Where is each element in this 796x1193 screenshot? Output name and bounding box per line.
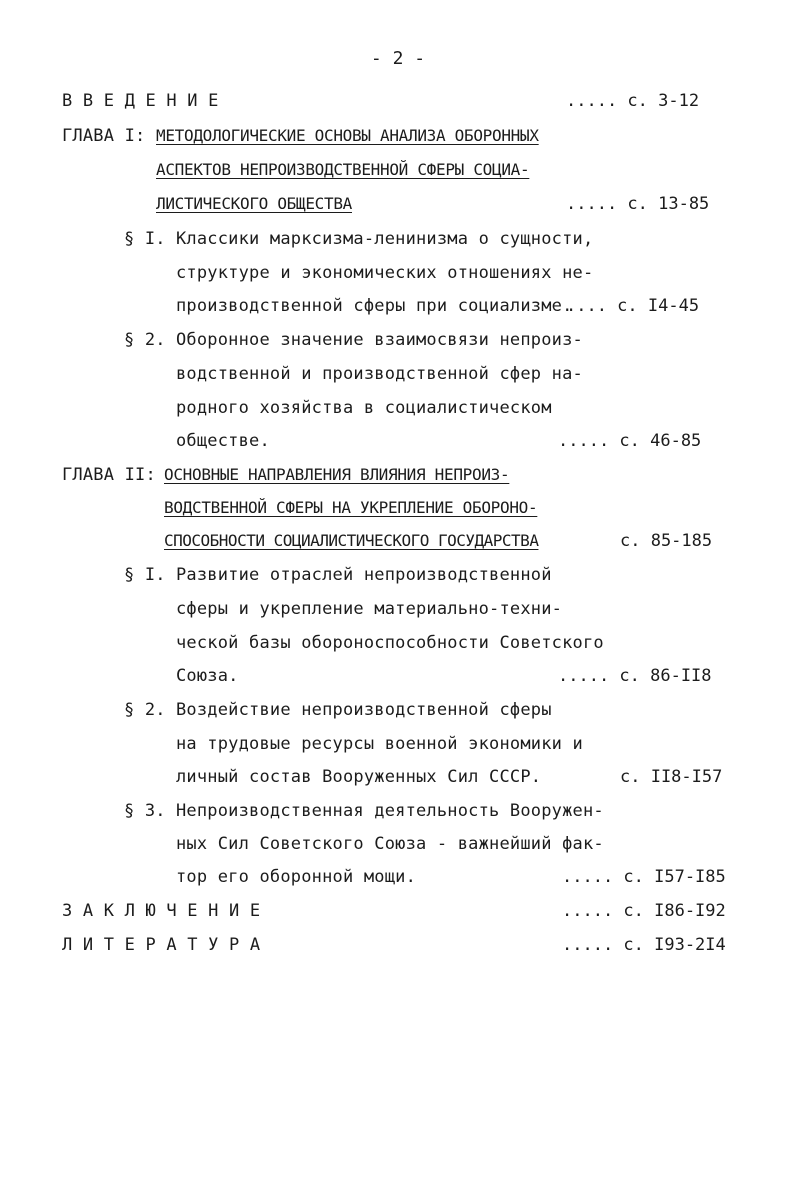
chapter-1-section-2-number: § 2. [124, 330, 166, 350]
chapter-2-section-2-line-2: на трудовые ресурсы военной экономики и [176, 734, 583, 754]
chapter-2-section-2-line-3: личный состав Вооруженных Сил СССР. [176, 767, 542, 787]
chapter-1-title-line-1: МЕТОДОЛОГИЧЕСКИЕ ОСНОВЫ АНАЛИЗА ОБОРОННЫХ [156, 126, 539, 145]
chapter-1-section-1-line-2: структуре и экономических отношениях не- [176, 263, 594, 283]
chapter-1-section-2-line-1: Оборонное значение взаимосвязи непроиз- [176, 330, 583, 350]
chapter-2-section-1-line-1: Развитие отраслей непроизводственной [176, 565, 552, 585]
chapter-1-section-1-pages: .... с. I4-45 [566, 296, 700, 316]
chapter-2-title-line-1: ОСНОВНЫЕ НАПРАВЛЕНИЯ ВЛИЯНИЯ НЕПРОИЗ- [164, 465, 510, 484]
chapter-2-section-3-pages: ..... с. I57-I85 [562, 867, 726, 887]
conclusion-title: З А К Л Ю Ч Е Н И Е [62, 901, 261, 921]
chapter-2-section-2-pages: с. II8-I57 [620, 767, 723, 787]
chapter-1-section-1-number: § I. [124, 229, 166, 249]
chapter-2-section-2-number: § 2. [124, 700, 166, 720]
chapter-2-section-1-number: § I. [124, 565, 166, 585]
chapter-2-label: ГЛАВА II: [62, 465, 156, 485]
chapter-1-title-line-2: АСПЕКТОВ НЕПРОИЗВОДСТВЕННОЙ СФЕРЫ СОЦИА- [156, 160, 530, 179]
chapter-1-title-line-3: ЛИСТИЧЕСКОГО ОБЩЕСТВА [156, 194, 352, 213]
page-number: - 2 - [370, 48, 426, 69]
chapter-2-section-1-line-4: Союза. [176, 666, 239, 686]
chapter-2-title-line-2: ВОДСТВЕННОЙ СФЕРЫ НА УКРЕПЛЕНИЕ ОБОРОНО- [164, 498, 538, 517]
chapter-1-section-2-line-2: водственной и производственной сфер на- [176, 364, 583, 384]
chapter-2-title-line-3: СПОСОБНОСТИ СОЦИАЛИСТИЧЕСКОГО ГОСУДАРСТВА [164, 531, 539, 550]
intro-title: В В Е Д Е Н И Е [62, 91, 219, 111]
chapter-2-section-1-pages: ..... с. 86-II8 [558, 666, 712, 686]
chapter-1-pages: ..... с. 13-85 [566, 194, 710, 214]
literature-pages: ..... с. I93-2I4 [562, 935, 726, 955]
chapter-2-section-3-line-3: тор его оборонной мощи. [176, 867, 417, 887]
chapter-2-section-3-line-2: ных Сил Советского Союза - важнейший фак- [176, 834, 604, 854]
conclusion-pages: ..... с. I86-I92 [562, 901, 726, 921]
chapter-1-section-1-line-1: Классики марксизма-ленинизма о сущности, [176, 229, 594, 249]
chapter-1-section-2-line-4: обществе. [176, 431, 270, 451]
chapter-2-section-2-line-1: Воздействие непроизводственной сферы [176, 700, 552, 720]
chapter-1-section-1-line-3: производственной сферы при социализме. [176, 296, 573, 316]
chapter-2-pages: с. 85-185 [620, 531, 713, 551]
chapter-2-section-3-line-1: Непроизводственная деятельность Вооружен- [176, 801, 604, 821]
chapter-1-label: ГЛАВА I: [62, 126, 146, 146]
literature-title: Л И Т Е Р А Т У Р А [62, 935, 261, 955]
chapter-2-section-1-line-3: ческой базы обороноспособности Советского [176, 633, 604, 653]
intro-pages: ..... с. 3-12 [566, 91, 700, 111]
chapter-1-section-2-pages: ..... с. 46-85 [558, 431, 702, 451]
chapter-2-section-1-line-2: сферы и укрепление материально-техни- [176, 599, 563, 619]
chapter-1-section-2-line-3: родного хозяйства в социалистическом [176, 398, 552, 418]
chapter-2-section-3-number: § 3. [124, 801, 166, 821]
